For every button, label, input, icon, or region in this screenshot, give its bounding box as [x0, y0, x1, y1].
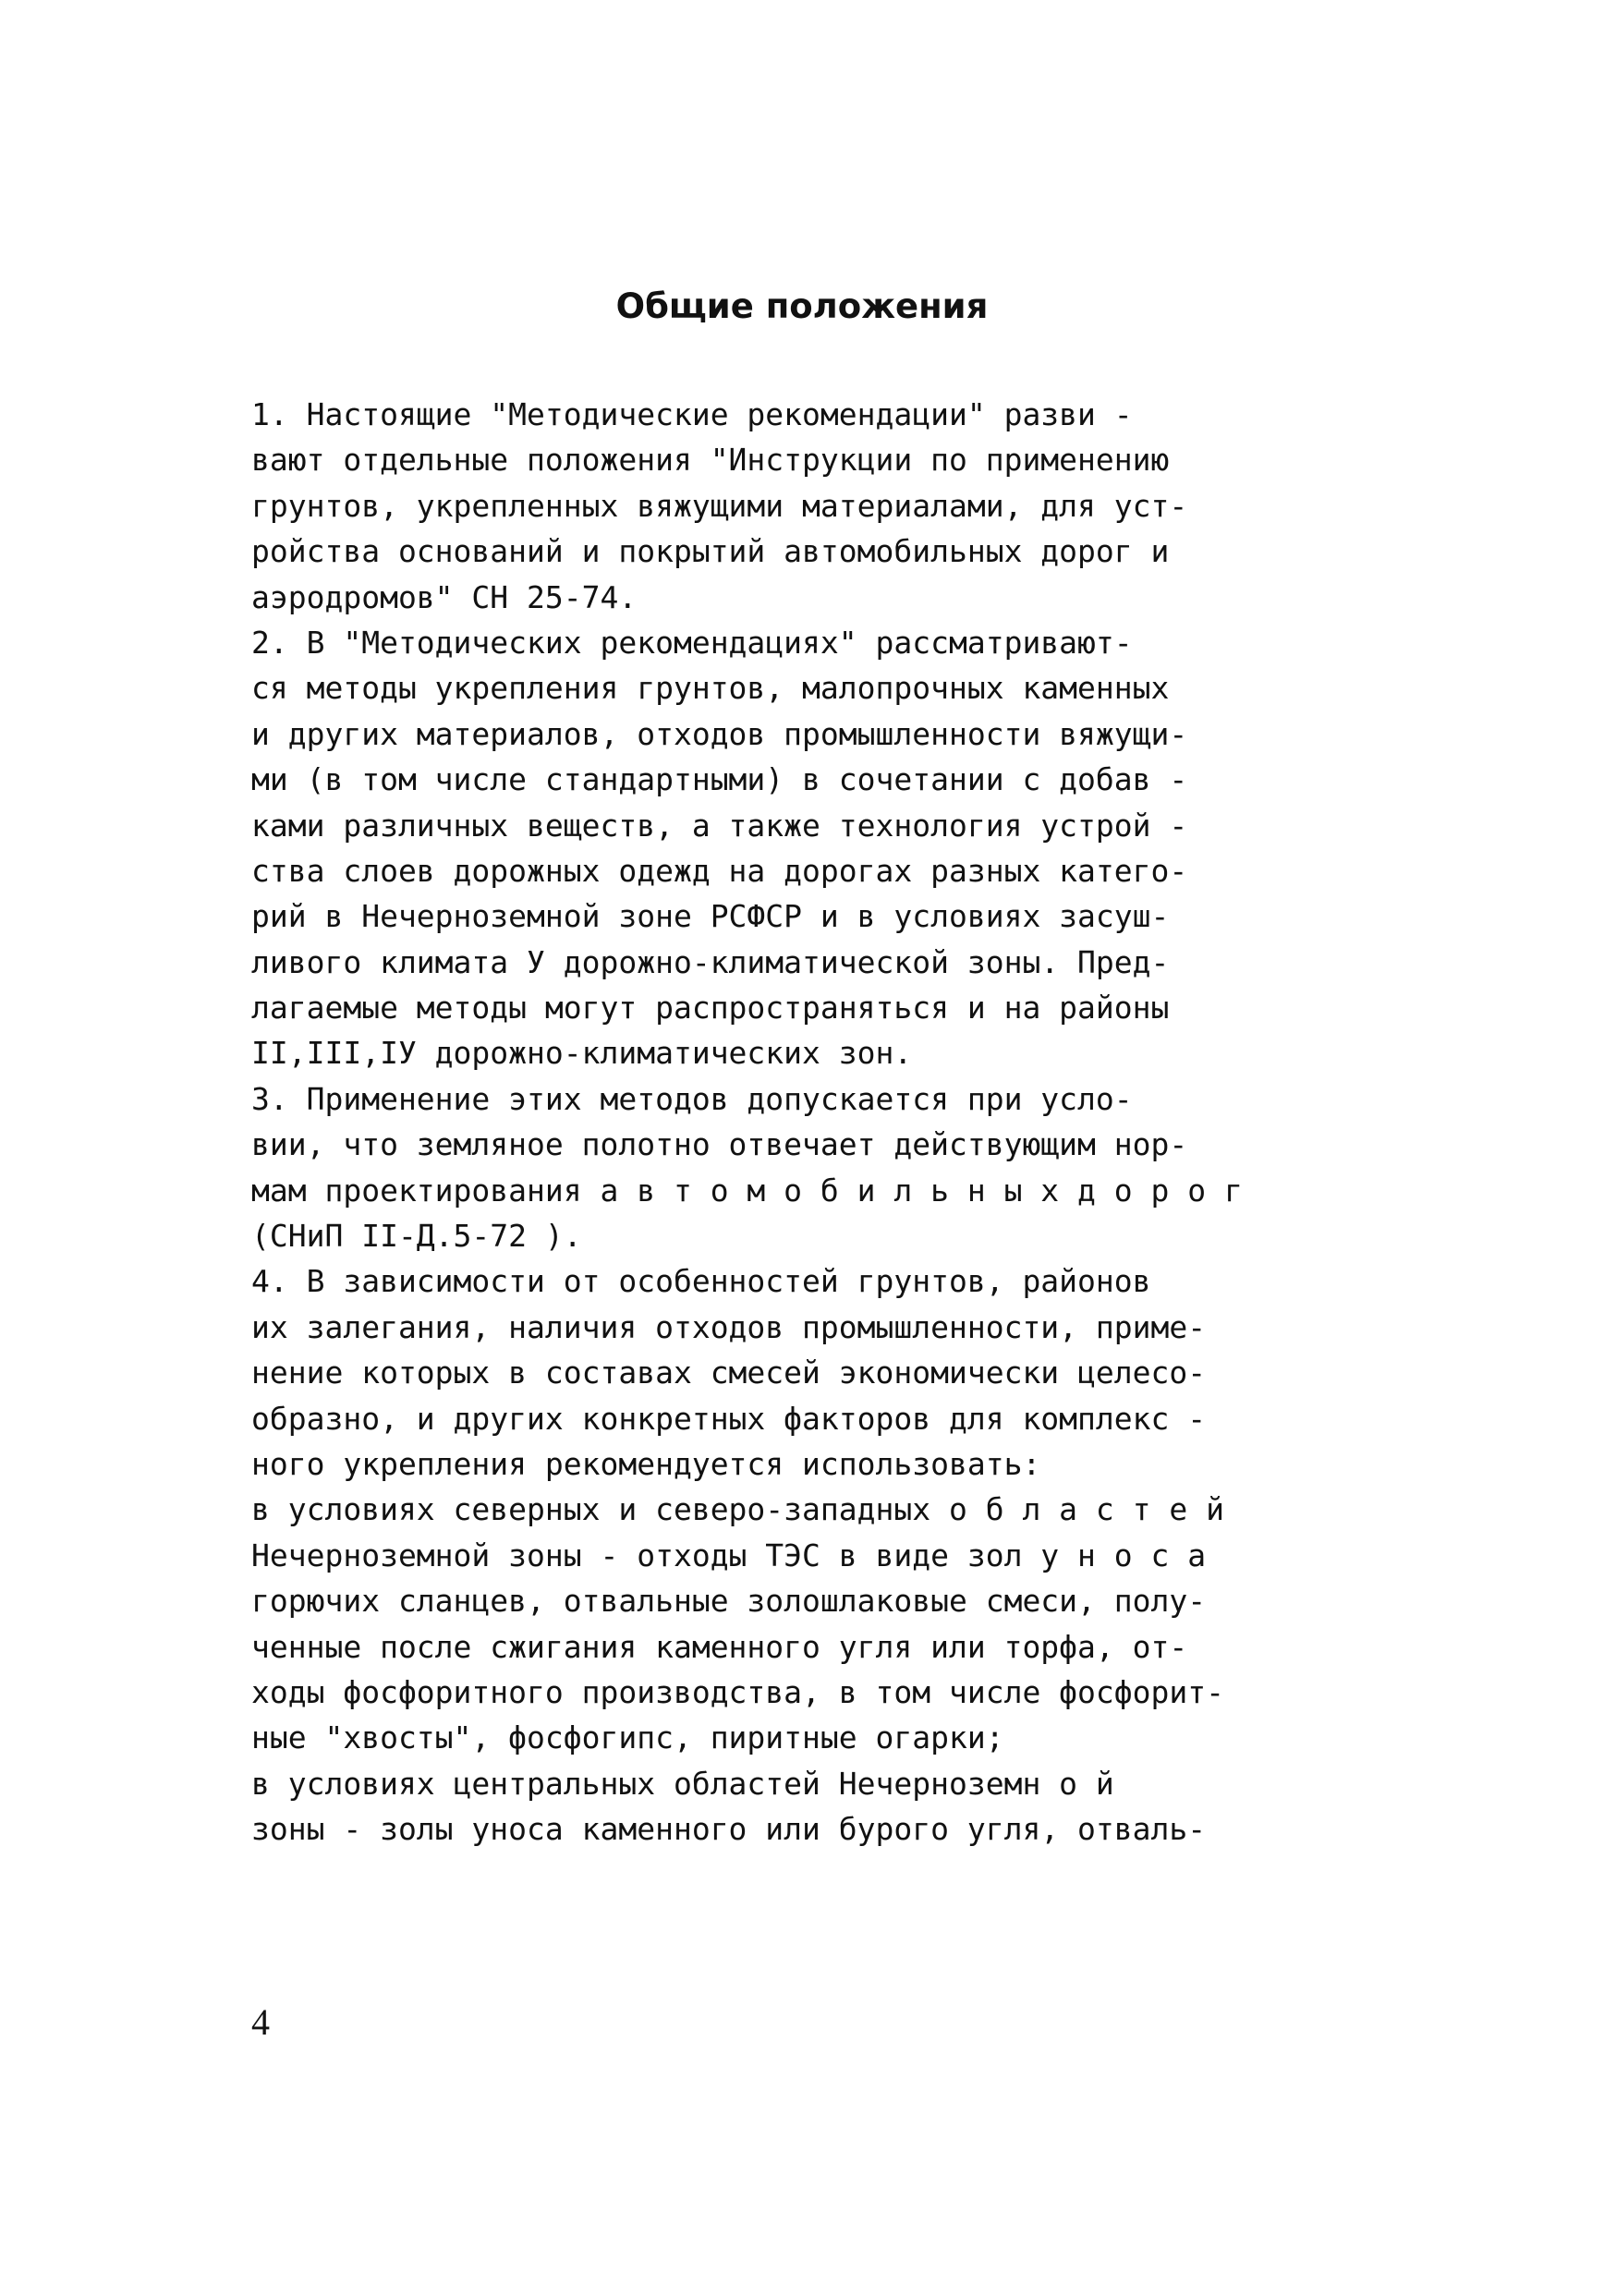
text-line: аэродромов" СН 25-74.	[251, 578, 638, 615]
text-line: ходы фосфоритного производства, в том числе фосфорит-	[251, 1673, 1224, 1710]
text-line: ченные после сжигания каменного угля или торфа, от-	[251, 1628, 1188, 1665]
text-line: (СНиП II-Д.5-72 ).	[251, 1218, 582, 1255]
text-line: ного укрепления рекомендуется использовать:	[251, 1445, 1041, 1482]
text-line: ройства оснований и покрытий автомобильных дорог и	[251, 533, 1170, 570]
text-line: 4. В зависимости от особенностей грунтов, районов	[251, 1263, 1151, 1300]
text-line: ные "хвосты", фосфогипс, пиритные огарки;	[251, 1719, 1004, 1756]
text-line: ства слоев дорожных одежд на дорогах разных катего-	[251, 852, 1188, 889]
text-line: нение которых в составах смесей экономически целесо-	[251, 1355, 1207, 1391]
text-line: горючих сланцев, отвальные золошлаковые смеси, полу-	[251, 1583, 1207, 1620]
text-line: ми (в том числе стандартными) в сочетании с добав -	[251, 761, 1188, 798]
page-number: 4	[251, 2001, 270, 2043]
text-line: мам проектирования а в т о м о б и л ь н ы х д о р о г	[251, 1172, 1243, 1209]
text-line: их залегания, наличия отходов промышленности, приме-	[251, 1308, 1207, 1345]
text-line: вают отдельные положения "Инструкции по применению	[251, 442, 1170, 479]
text-line: в условиях северных и северо-западных о б л а с т е й	[251, 1491, 1224, 1528]
text-line: ся методы укрепления грунтов, малопрочных каменных	[251, 670, 1170, 707]
text-line: и других материалов, отходов промышленности вяжущи-	[251, 715, 1188, 752]
text-line: ками различных веществ, а также технология устрой -	[251, 807, 1188, 844]
text-line: 3. Применение этих методов допускается при усло-	[251, 1080, 1133, 1117]
text-line: лагаемые методы могут распространяться и на районы	[251, 990, 1170, 1027]
text-line: 1. Настоящие "Методические рекомендации" разви -	[251, 396, 1133, 432]
section-heading: Общие положения	[615, 286, 989, 326]
text-line: вии, что земляное полотно отвечает действующим нор-	[251, 1126, 1188, 1163]
text-line: зоны - золы уноса каменного или бурого угля, отваль-	[251, 1811, 1207, 1848]
text-line: 2. В "Методических рекомендациях" рассматривают-	[251, 624, 1133, 661]
text-line: II,III,IУ дорожно-климатических зон.	[251, 1035, 913, 1072]
text-line: рий в Нечерноземной зоне РСФСР и в условиях засуш-	[251, 898, 1170, 935]
text-line: образно, и других конкретных факторов для комплекс -	[251, 1400, 1207, 1437]
text-line: ливого климата У дорожно-климатической зоны. Пред-	[251, 943, 1170, 980]
text-line: грунтов, укрепленных вяжущими материалами, для уст-	[251, 487, 1188, 524]
body-text	[251, 392, 1412, 1853]
text-line: в условиях центральных областей Нечерноземн о й	[251, 1765, 1114, 1802]
text-line: Нечерноземной зоны - отходы ТЭС в виде зол у н о с а	[251, 1537, 1207, 1573]
